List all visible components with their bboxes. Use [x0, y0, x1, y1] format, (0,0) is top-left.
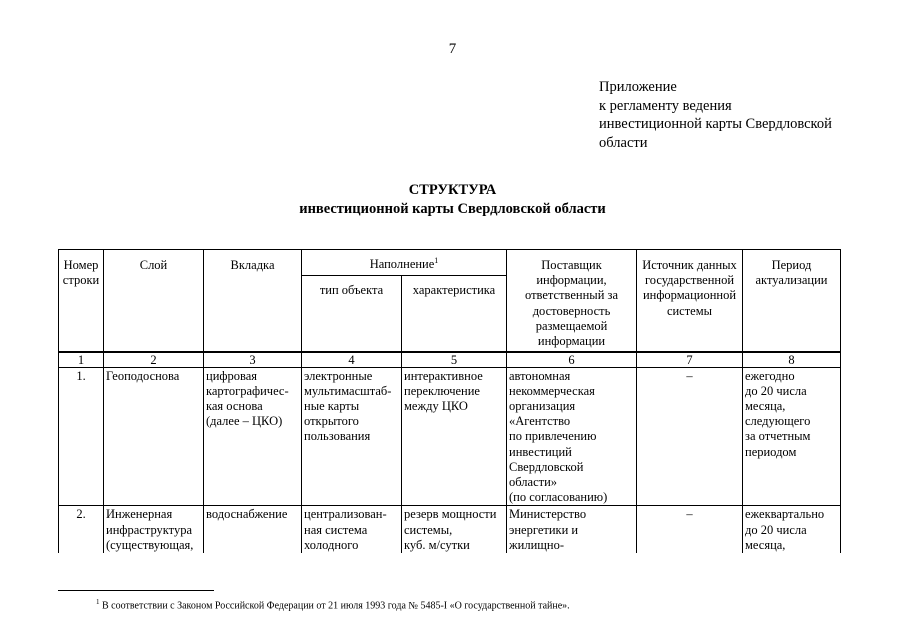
appendix-line: Приложение: [599, 79, 677, 95]
cell-line: периодом: [745, 444, 797, 459]
cell-object-type: [302, 367, 402, 506]
cell-line: ные карты: [304, 398, 360, 413]
header-line: информации: [537, 334, 606, 349]
appendix-line: инвестиционной карты Свердловской: [599, 116, 832, 132]
header-text: Наполнение: [369, 257, 435, 271]
cell-line: ная система: [304, 522, 368, 537]
cell-line: переключение: [404, 383, 480, 398]
appendix-note: [599, 78, 832, 152]
cell-line: мультимасштаб-: [304, 383, 392, 398]
cell-line: (по согласованию): [509, 490, 608, 505]
cell-line: холодного: [304, 537, 359, 552]
header-line: системы: [666, 303, 713, 318]
header-layer: [104, 250, 204, 352]
cell-line: по привлечению: [509, 429, 597, 444]
cell-line: системы,: [404, 522, 453, 537]
cell-line: цифровая: [206, 368, 258, 383]
cell-layer: [104, 506, 204, 553]
column-number: 2: [104, 352, 204, 368]
cell-line: (далее – ЦКО): [206, 414, 283, 429]
cell-period: [743, 506, 841, 553]
header-line: размещаемой: [535, 318, 608, 333]
header-line: государственной: [644, 273, 735, 288]
header-period: [743, 250, 841, 352]
header-line: информационной: [642, 288, 737, 303]
page-number: 7: [448, 41, 457, 57]
header-line: ответственный за: [524, 288, 618, 303]
cell-line: картографичес-: [206, 383, 289, 398]
cell-line: месяца,: [745, 537, 786, 552]
header-line: актуализации: [755, 273, 828, 288]
cell-tab: [204, 506, 302, 553]
column-number: 4: [302, 352, 402, 368]
footnote-ref: 1: [434, 255, 439, 265]
column-number: 8: [743, 352, 841, 368]
column-number: 3: [204, 352, 302, 368]
cell-provider: [507, 506, 637, 553]
header-tab: [204, 250, 302, 352]
footnote-mark: 1: [96, 598, 100, 606]
cell-line: инфраструктура: [106, 522, 193, 537]
cell-line: за отчетным: [745, 429, 811, 444]
header-content: [302, 250, 507, 276]
cell-line: Министерство: [509, 507, 587, 522]
cell-line: Инженерная: [106, 507, 173, 522]
cell-source: –: [637, 367, 743, 506]
column-number: 6: [507, 352, 637, 368]
header-source: [637, 250, 743, 352]
cell-object-type: [302, 506, 402, 553]
column-number: 7: [637, 352, 743, 368]
cell-line: инвестиций: [509, 444, 572, 459]
cell-period: [743, 367, 841, 506]
header-text: Слой: [139, 258, 168, 272]
header-line: Источник данных: [642, 258, 737, 272]
header-provider: [507, 250, 637, 352]
header-line: Номер: [63, 258, 99, 272]
cell-provider: [507, 367, 637, 506]
column-number: 1: [59, 352, 104, 368]
cell-line: области»: [509, 474, 558, 489]
header-characteristic: [402, 276, 507, 352]
header-line: достоверность: [532, 303, 611, 318]
cell-line: месяца,: [745, 398, 786, 413]
appendix-line: области: [599, 134, 648, 151]
structure-table: [58, 249, 841, 553]
cell-line: Свердловской: [509, 459, 584, 474]
cell-line: водоснабжение: [206, 507, 288, 522]
cell-line: некоммерческая: [509, 383, 595, 398]
cell-line: автономная: [509, 368, 571, 383]
cell-line: организация: [509, 398, 576, 413]
cell-line: до 20 числа: [745, 522, 807, 537]
title-line-1: СТРУКТУРА: [408, 182, 497, 198]
cell-line: Геоподоснова: [106, 368, 180, 383]
footnote-text: В соответствии с Законом Российской Федерации от 21 июля 1993 года № 5485-I «О государственной тайне».: [102, 600, 570, 612]
cell-tab: [204, 367, 302, 506]
cell-source: –: [637, 506, 743, 553]
cell-line: открытого: [304, 414, 359, 429]
cell-line: интерактивное: [404, 368, 483, 383]
document-title: [0, 181, 905, 219]
footnote: [96, 598, 570, 611]
cell-line: резерв мощности: [404, 507, 497, 522]
table-row: [59, 506, 841, 553]
cell-line: ежегодно: [745, 368, 795, 383]
cell-line: жилищно-: [509, 537, 564, 552]
cell-line: электронные: [304, 368, 373, 383]
header-row-number: [59, 250, 104, 352]
header-text: характеристика: [412, 283, 496, 297]
header-line: Период: [771, 258, 812, 272]
row-number: 1.: [59, 367, 104, 506]
cell-characteristic: [402, 506, 507, 553]
cell-characteristic: [402, 367, 507, 506]
header-object-type: [302, 276, 402, 352]
cell-layer: [104, 367, 204, 506]
cell-line: (существующая,: [106, 537, 194, 552]
table-row: [59, 367, 841, 506]
title-line-2: инвестиционной карты Свердловской области: [299, 201, 606, 217]
cell-line: ежеквартально: [745, 507, 825, 522]
cell-line: куб. м/сутки: [404, 537, 470, 552]
cell-line: централизован-: [304, 507, 387, 522]
cell-line: «Агентство: [509, 414, 571, 429]
row-number: 2.: [59, 506, 104, 553]
cell-line: пользования: [304, 429, 371, 444]
cell-line: энергетики и: [509, 522, 579, 537]
column-number: 5: [402, 352, 507, 368]
cell-line: кая основа: [206, 398, 263, 413]
header-text: тип объекта: [319, 283, 384, 297]
cell-line: следующего: [745, 414, 811, 429]
appendix-line: к регламенту ведения: [599, 97, 732, 114]
footnote-separator: [58, 590, 214, 591]
header-text: Вкладка: [230, 258, 275, 272]
header-line: строки: [62, 273, 100, 288]
cell-line: до 20 числа: [745, 383, 807, 398]
header-line: Поставщик: [541, 258, 602, 272]
header-line: информации,: [536, 273, 607, 288]
cell-line: между ЦКО: [404, 398, 468, 413]
